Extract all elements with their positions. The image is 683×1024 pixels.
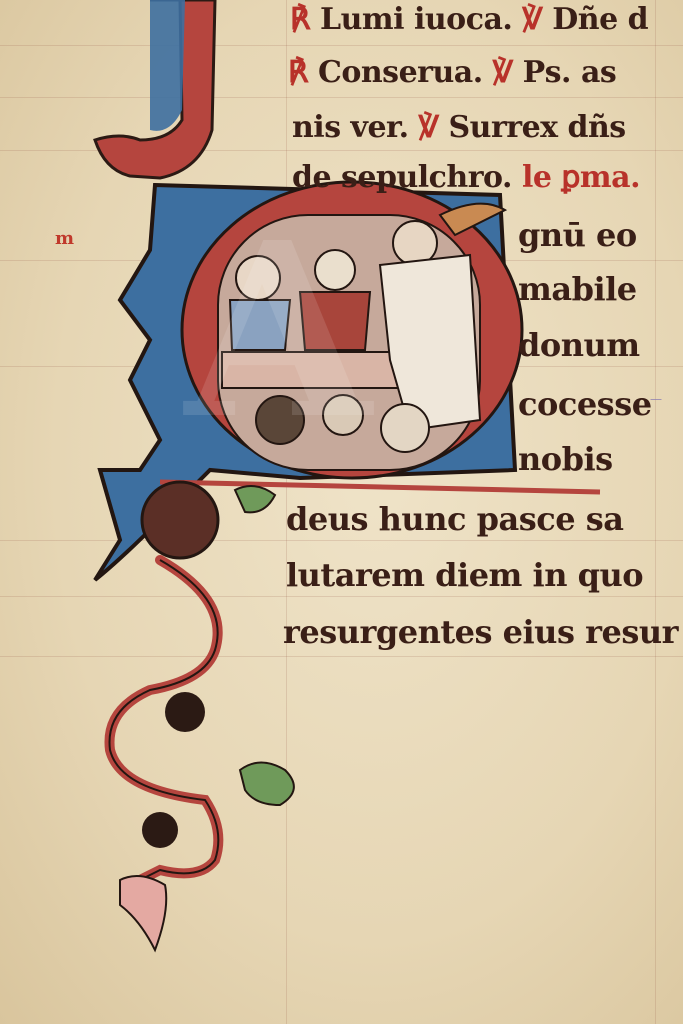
- text-line-full-2: lutarem diem in quo: [286, 556, 644, 594]
- column-line-5: nobis: [518, 440, 613, 478]
- text: Lumi iuoca.: [319, 2, 513, 37]
- leaf-ornament: [240, 763, 294, 806]
- text: Conserua.: [317, 55, 483, 90]
- margin-note: —: [650, 392, 662, 406]
- ink-blot: [165, 692, 205, 732]
- text: Surrex dñs: [448, 110, 626, 145]
- rubric: ꝑma.: [561, 160, 641, 195]
- text-line-2: [288, 55, 616, 90]
- text-line-3: [292, 110, 626, 145]
- dragon-tail-top-inner: [150, 0, 185, 131]
- text: Ps. as: [522, 55, 617, 90]
- ornament-roundel: [142, 482, 218, 558]
- rubric: ℟: [290, 2, 311, 37]
- initial-base-bar: [160, 482, 600, 492]
- column-line-3: donum: [518, 326, 640, 364]
- text: Dñe d: [552, 2, 649, 37]
- soldier-head: [381, 404, 429, 452]
- text: de sepulchro.: [292, 160, 512, 195]
- column-line-1: gnū eo: [518, 216, 637, 254]
- rubric: ℣: [418, 110, 439, 145]
- margin-mark: m: [55, 228, 75, 249]
- text-line-1: [290, 2, 648, 37]
- flower-terminal: [120, 876, 166, 950]
- ink-blot: [142, 812, 178, 848]
- leaf-ornament: [235, 486, 275, 512]
- text: nis ver.: [292, 110, 409, 145]
- text-line-full-3: resurgentes eius resur: [283, 613, 678, 651]
- column-line-2: mabile: [518, 270, 637, 308]
- rubric: ℣: [522, 2, 543, 37]
- column-line-4: cocesse: [518, 385, 652, 423]
- rubric: ℣: [492, 55, 513, 90]
- rubric: le: [521, 160, 552, 195]
- text-line-full-1: deus hunc pasce sa: [286, 500, 624, 538]
- initial-letter: A: [185, 190, 371, 472]
- rubric: ℟: [288, 55, 309, 90]
